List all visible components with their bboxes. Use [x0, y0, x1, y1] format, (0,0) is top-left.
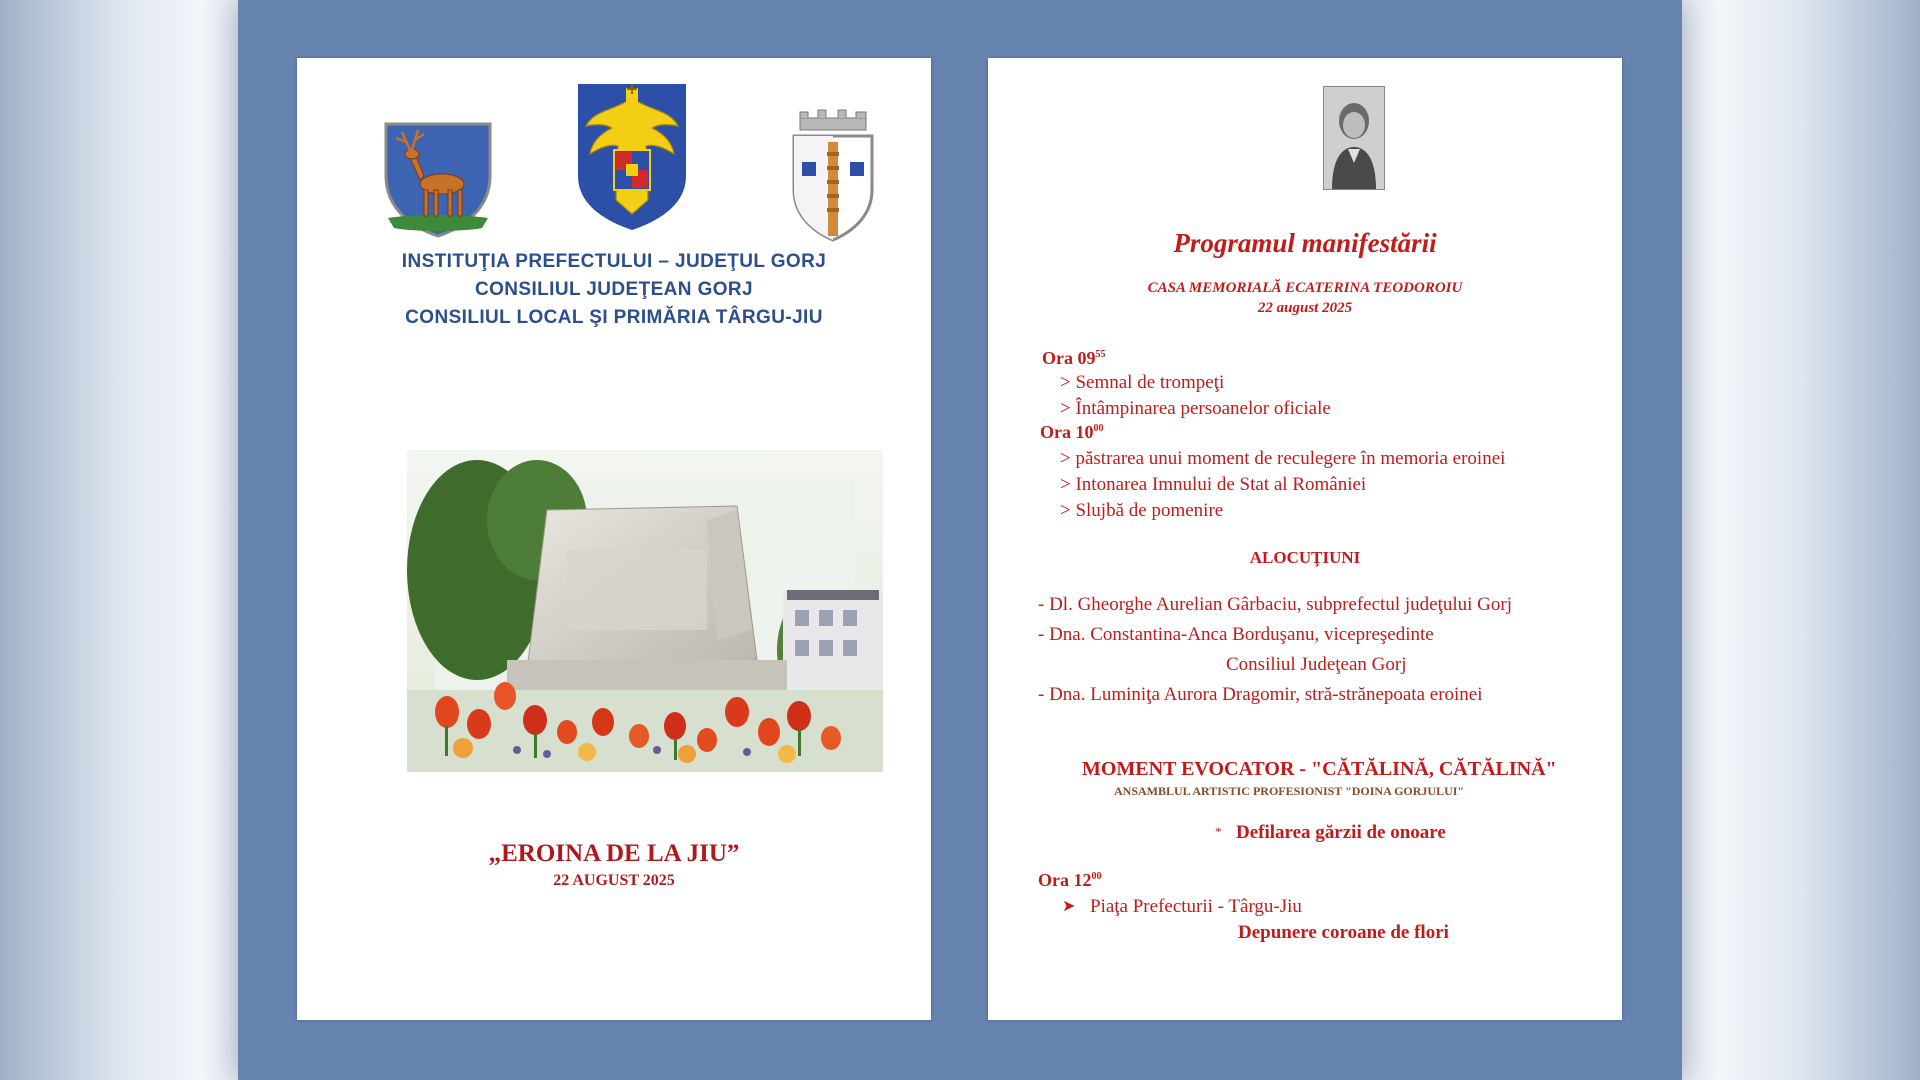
- wreath-location: Piaţa Prefecturii - Târgu-Jiu: [1090, 896, 1302, 917]
- bullet-icon: *: [1215, 824, 1222, 839]
- invitation-cover-page: [297, 58, 931, 1020]
- romania-coat-of-arms: [572, 80, 692, 232]
- heroine-portrait: [1323, 86, 1385, 190]
- speaker: - Dna. Constantina-Anca Borduşanu, vicepreşedinte: [1038, 624, 1434, 645]
- event-title: „EROINA DE LA JIU”: [488, 840, 740, 867]
- ensemble-name: ANSAMBLUL ARTISTIC PROFESIONIST "DOINA GORJULUI": [1114, 784, 1465, 798]
- institution-county-council: CONSILIUL JUDEŢEAN GORJ: [474, 279, 754, 300]
- gorj-county-crest: [382, 118, 494, 238]
- arrow-icon: ➤: [1062, 898, 1076, 915]
- monument-photo: [407, 450, 883, 772]
- program-item: > păstrarea unui moment de reculegere în memoria eroinei: [1060, 448, 1506, 469]
- speaker: - Dl. Gheorghe Aurelian Gârbaciu, subprefectul judeţului Gorj: [1038, 594, 1512, 615]
- program-item: > Întâmpinarea persoanelor oficiale: [1060, 398, 1331, 419]
- time-0955: Ora $09^{55}$: [1042, 348, 1106, 368]
- venue: CASA MEMORIALĂ ECATERINA TEODOROIU: [1147, 280, 1463, 296]
- targu-jiu-crest: [790, 108, 876, 244]
- program-item: > Semnal de trompeţi: [1060, 372, 1225, 393]
- wreath-laying: Depunere coroane de flori: [1238, 922, 1449, 943]
- guard-of-honour: Defilarea gărzii de onoare: [1236, 822, 1446, 843]
- program-item: > Intonarea Imnului de Stat al României: [1060, 474, 1367, 495]
- time-1200: Ora $12^{00}$: [1038, 870, 1102, 890]
- speaker: - Dna. Luminiţa Aurora Dragomir, stră-strănepoata eroinei: [1038, 684, 1483, 705]
- program-item: > Slujbă de pomenire: [1060, 500, 1224, 521]
- moment-title: MOMENT EVOCATOR - "CĂTĂLINĂ, CĂTĂLINĂ": [1082, 758, 1557, 780]
- program-title: Programul manifestării: [1173, 228, 1437, 258]
- event-date: 22 AUGUST 2025: [553, 872, 675, 889]
- time-1000: Ora $10^{00}$: [1040, 422, 1104, 442]
- institution-local-council: CONSILIUL LOCAL ŞI PRIMĂRIA TÂRGU-JIU: [405, 307, 823, 328]
- program-date: 22 august 2025: [1257, 300, 1353, 316]
- speeches-heading: ALOCUŢIUNI: [1249, 548, 1361, 567]
- program-page: [988, 58, 1622, 1020]
- speaker-continuation: Consiliul Judeţean Gorj: [1226, 654, 1407, 675]
- institution-prefecture: INSTITUŢIA PREFECTULUI – JUDEŢUL GORJ: [401, 251, 827, 272]
